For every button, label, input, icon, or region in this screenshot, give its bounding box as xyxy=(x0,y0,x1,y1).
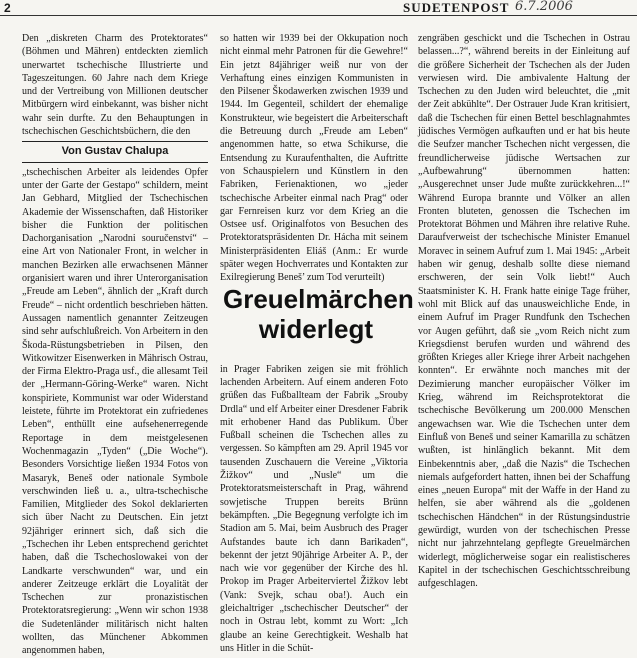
column-1 xyxy=(22,32,208,657)
column-3-body: zengräben geschickt und die Tschechen in Ostrau belassen...?“, während bereits in der Einleitung auf die größere Sicherheit der Tschechen als der Juden verwiesen wird. Die ambivalente Haltung der Tschechen zu den Juden wird beleuchtet, die „mit der Zeit abkühlte“. Der Ostrauer Jude Kran kritisiert, daß die Tschechen für einen Bettel beschlagnahmtes jüdisches Vermögen aufkauften und er hat bis heute die Seufzer mancher Tschechen nicht vergessen, die freundlicherweise jüdische Wertsachen zur „Aufbewahrung“ übernommen hatten: „Ausgerechnet unser Jude mußte zurückkehren...!“ Während Europa brannte und Völker an allen Fronten bluteten, genossen die Tschechen im Protektorat Böhmen und Mähren ihre relative Ruhe. Daraufverweist der tschechische Minister Emanuel Moravec in seinem Aufruf zum 1. Mai 1945: „Arbeit haben wir genug, deshalb sollte diese niemand erschweren, der sein Volk liebt!“ Auch Staatsminister K. H. Frank hatte einige Tage früher, wohl mit Blick auf das unausweichliche Ende, in einem Aufruf im Prager Rundfunk den Tschechen vor Augen geführt, daß sie „vom Reich nicht zum Kriegsdienst berufen wurden und während des größten Krieges aller Kriege ihrer Arbeit nachgehen konnten“. Er erwähnte noch manches mit der Dezimierung mancher europäischer Völker im Krieg, während im Reichsprotektorat die tschechische Bevölkerung um 200.000 Menschen angewachsen war. Wie die Tschechen unter dem Einfluß von Beneš und seiner Kamarilla zu schätzen wußten, ist hinlänglich bekannt. Mit dem Einbekenntnis aber, „daß die Nazis“ die Tschechen niemals aufgefordert hatten, ihnen bei der Schaffung eines „neuen Europa“ mit der Waffe in der Hand zu helfen, sie aber während als die „goldenen tschechischen Händchen“ in der Rüstungsindustrie gewürdigt, wurden von der tschechischen Presse nicht nur jahrzehntelang gepflegte Greuelmärchen widerlegt, möglicherweise sogar ein realistischeres Kapitel in der tschechischen Geschichtsschreibung aufgeschlagen. xyxy=(418,33,630,590)
headline-line-1: Greuelmärchen xyxy=(223,284,414,314)
headline xyxy=(223,284,414,356)
header-rule xyxy=(0,15,637,16)
byline-rule xyxy=(22,162,208,163)
article-intro: Den „diskreten Charm des Protektorates“ (Böhmen und Mähren) entdeckten ziemlich unerwartet tschechische Illustrierte und Tageszeitungen. 60 Jahre nach dem Kriege und der Vertreibung von Millionen deutscher Mitbürgern wird einbekannt, was bisher nicht wahr sein durfte. Zu den Behauptungen in tschechischen Geschichtsbüchern, die den xyxy=(22,33,208,138)
page-number: 2 xyxy=(4,1,11,15)
column-1-body: „tschechischen Arbeiter als leidendes Opfer unter der Garte der Gestapo“ schildern, meint Jan Gebhard, Mitglied der Tschechischen Akademie der Wissenschaften, daß Historiker bisher die Funktion der politischen Dachorganisation „Narodni souručenství“ – eine Art von Nationaler Front, in welcher in manchen Bezirken alle erwachsenen Männer organisiert waren und ihrer Unterorganisation „Freude am Leben“, ähnlich der „Kraft durch Freude“ – nicht ordentlich beschrieben hätten. Aussagen namentlich genannter Zeitzeugen sind sehr aufschlußreich. Von Arbeitern in den Škoda-Rüstungsbetrieben in Pilsen, den Witkowitzer Eisenwerken in Mährisch Ostrau, der Firma Elektro-Praga usf., die allesamt Teil der „Hermann-Göring-Werke“ waren. Nicht konspiriete, Kommunist war oder Widerstand leistete, führte im Protektorat ein zufriedenes Leben“, enthüllt eine aufsehenerregende Reportage in dem meistgelesenen Wochenmagazin „Tyden“ („Die Woche“). Besonders Vorsichtige ließen 1934 Fotos von Masaryk, Beneš oder nationale Symbole verschwinden ließ u. a., ultra-tschechische Familien, Mitglieder des Sokol deklarierten sich über Nacht zu Deutschen. Ein jetzt 92jähriger erinnert sich, daß sich die „Tschechen ihr Leben entsprechend gerichtet haben, daß die Tschechoslowakei von der Landkarte verschwunden“ war, und ein anderer Zeitzeuge erklärt die Loyalität der Tschechen zur pronazistischen Protektoratsregierung: „Wenn wir schon 1938 die Sudetenländer militärisch nicht halten wollten, das Münchener Abkommen angenommen haben, xyxy=(22,166,208,657)
headline-line-2: widerlegt xyxy=(258,314,374,344)
column-2-bottom: in Prager Fabriken zeigen sie mit fröhlich lachenden Arbeitern. Auf einem anderen Foto grüßen das Fußballteam der Fabrik „Srouby Drdla“ und elf Arbeiter einer Dresdener Fabrik mit erhobener Hand das Publikum. Über Fußball scheinen die Tschechen alles zu vergessen. So kämpften am 29. April 1945 vor tausenden Zuschauern die Vereine „Viktoria Žižkov“ und „Nusle“ um die Protektoratsmeisterschaft in Prag, während sowjetische Truppen bereits Brünn bekämpften. „Die Begegnung verfolgte ich im Stadion am 5. Mai, beim Ausbruch des Prager Aufstandes baute ich dann Barikaden“, bekennt der jetzt 90jährige Arbeiter A. P., der nach wie vor gegenüber der Kirche des hl. Prokop im Prager Arbeiterviertel Žižkov lebt (Vank: Svejk, schau oba!). Auch ein gleichaltriger „tschechischer Deutscher“ der noch in Ostrau lebt, kommt zu Wort: „Ich glaube an keine Gerechtigkeit. Weshalb hat uns Hitler in die Schüt- xyxy=(220,363,408,654)
intro-rule xyxy=(22,141,208,142)
column-3 xyxy=(418,32,630,606)
masthead: SUDETENPOST xyxy=(403,0,510,15)
handwritten-date: 6.7.2006 xyxy=(515,0,573,14)
byline: Von Gustav Chalupa xyxy=(61,145,169,158)
column-2-top: so hatten wir 1939 bei der Okkupation noch nicht einmal mehr Patronen für die Gewehre!“ Ein jetzt 84jähriger weiß nur von der Verhaftung eines einzigen Kommunisten in den Pilsener Škodawerken zwischen 1939 und 1944. Im Gegenteil, schildert der ehemalige Konstrukteur, wie begeistert die Arbeiterschaft die Betreuung durch „Freude am Leben“ angenommen hatte, so etwa Schikurse, die Entsendung zu Kuraufenthalten, die Auftritte von Schauspielern und Künstlern in den Fabriken, Ferienaktionen, wo „jeder tschechische Arbeiter einmal nach Prag“ oder gar Fernreisen kurz vor dem Krieg an die Ostsee usf. Originalfotos von Besuchen des Protektoratspräsidenten Dr. Hácha mit seinem Ministerpräsidenten Eliáš (Anm.: Er wurde später wegen Hochverrates und Kontakten zur Exilregierung Beneš’ zum Tod verurteilt) xyxy=(220,33,408,284)
